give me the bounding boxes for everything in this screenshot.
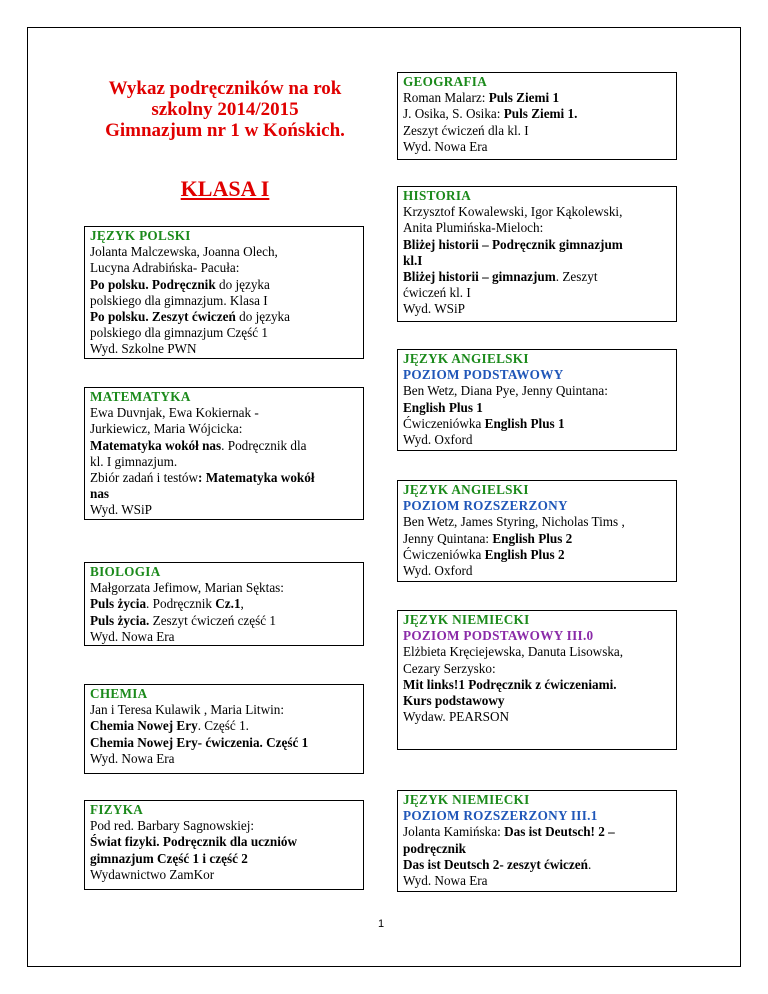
level-heading: POZIOM PODSTAWOWY [403, 367, 564, 383]
text-line: Roman Malarz: Puls Ziemi 1 [403, 90, 560, 106]
text-line: Pod red. Barbary Sagnowskiej: [90, 818, 255, 834]
text-line: Jolanta Kamińska: Das ist Deutsch! 2 – [403, 824, 615, 840]
subject-heading: FIZYKA [90, 802, 144, 817]
title-line: Gimnazjum nr 1 w Końskich. [105, 120, 345, 141]
text-line: Anita Plumińska-Mieloch: [403, 220, 544, 236]
text-line: Wydaw. PEARSON [403, 709, 510, 725]
level-heading: POZIOM PODSTAWOWY III.0 [403, 628, 594, 644]
box-angielski-podstawowy [397, 349, 677, 451]
text-line: Wyd. Nowa Era [403, 873, 488, 889]
text-line: Wyd. Oxford [403, 432, 473, 448]
box-matematyka [84, 387, 364, 520]
text-line: Chemia Nowej Ery. Część 1. [90, 718, 249, 734]
text-line: Krzysztof Kowalewski, Igor Kąkolewski, [403, 204, 623, 220]
text-line: polskiego dla gimnazjum Część 1 [90, 325, 268, 341]
text-line: English Plus 1 [403, 399, 483, 415]
text-line: Ćwiczeniówka English Plus 1 [403, 415, 565, 431]
box-angielski-rozszerzony [397, 480, 677, 582]
text-line: Ćwiczeniówka English Plus 2 [403, 546, 565, 562]
text-line: Jenny Quintana: English Plus 2 [403, 530, 573, 546]
box-niemiecki-podstawowy [397, 610, 677, 750]
text-line: Zbiór zadań i testów: Matematyka wokół [90, 470, 315, 486]
text-line: Puls życia. Podręcznik Cz.1, [90, 596, 244, 612]
box-geografia [397, 72, 677, 160]
subject-heading: BIOLOGIA [90, 564, 161, 579]
text-line: kl. I gimnazjum. [90, 453, 178, 469]
level-heading: POZIOM ROZSZERZONY [403, 498, 568, 514]
box-jezyk-polski [84, 226, 364, 359]
text-line: Po polsku. Podręcznik do języka [90, 276, 270, 292]
text-line: gimnazjum Część 1 i część 2 [90, 850, 248, 866]
text-line: Jan i Teresa Kulawik , Maria Litwin: [90, 702, 285, 718]
text-line: Puls życia. Zeszyt ćwiczeń część 1 [90, 612, 277, 628]
box-historia [397, 186, 677, 322]
subject-heading: JĘZYK POLSKI [90, 228, 191, 243]
text-line: nas [90, 486, 110, 502]
box-chemia [84, 684, 364, 774]
text-line: Ben Wetz, Diana Pye, Jenny Quintana: [403, 383, 608, 399]
text-line: Świat fizyki. Podręcznik dla uczniów [90, 834, 297, 850]
subject-heading: JĘZYK ANGIELSKI [403, 482, 529, 497]
subject-heading: JĘZYK NIEMIECKI [403, 792, 530, 807]
text-line: kl.I [403, 252, 423, 268]
text-line: Wyd. WSiP [90, 502, 152, 518]
text-line: Cezary Serzysko: [403, 660, 496, 676]
subject-heading: HISTORIA [403, 188, 472, 203]
subject-heading: GEOGRAFIA [403, 74, 488, 89]
title-line: Wykaz podręczników na rok [108, 78, 342, 99]
text-line: polskiego dla gimnazjum. Klasa I [90, 292, 268, 308]
text-line: Wydawnictwo ZamKor [90, 866, 215, 882]
text-line: Wyd. WSiP [403, 301, 465, 317]
text-line: Wyd. Nowa Era [90, 750, 175, 766]
title-line: szkolny 2014/2015 [151, 99, 299, 120]
text-line: Po polsku. Zeszyt ćwiczeń do języka [90, 309, 290, 325]
text-line: Kurs podstawowy [403, 693, 505, 709]
subject-heading: JĘZYK NIEMIECKI [403, 612, 530, 627]
subject-heading: CHEMIA [90, 686, 148, 701]
text-line: Das ist Deutsch 2- zeszyt ćwiczeń. [403, 856, 592, 872]
text-line: Lucyna Adrabińska- Pacuła: [90, 260, 240, 276]
text-line: J. Osika, S. Osika: Puls Ziemi 1. [403, 106, 578, 122]
box-biologia [84, 562, 364, 646]
text-line: ćwiczeń kl. I [403, 285, 471, 301]
page-number: 1 [378, 918, 385, 930]
box-fizyka [84, 800, 364, 890]
text-line: Ben Wetz, James Styring, Nicholas Tims , [403, 514, 625, 530]
text-line: Mit links!1 Podręcznik z ćwiczeniami. [403, 676, 617, 692]
text-line: Jolanta Malczewska, Joanna Olech, [90, 244, 278, 260]
text-line: Wyd. Nowa Era [403, 138, 488, 154]
text-line: Wyd. Nowa Era [90, 628, 175, 644]
text-line: Bliżej historii – gimnazjum. Zeszyt [403, 269, 598, 285]
text-line: podręcznik [403, 840, 467, 856]
text-line: Bliżej historii – Podręcznik gimnazjum [403, 236, 623, 252]
text-line: Wyd. Szkolne PWN [90, 341, 197, 357]
text-line: Małgorzata Jefimow, Marian Sęktas: [90, 580, 284, 596]
document-title [80, 78, 370, 141]
subject-heading: JĘZYK ANGIELSKI [403, 351, 529, 366]
level-heading: POZIOM ROZSZERZONY III.1 [403, 808, 598, 824]
text-line: Ewa Duvnjak, Ewa Kokiernak - [90, 405, 259, 421]
text-line: Matematyka wokół nas. Podręcznik dla [90, 437, 307, 453]
box-niemiecki-rozszerzony [397, 790, 677, 892]
text-line: Elżbieta Kręciejewska, Danuta Lisowska, [403, 644, 624, 660]
text-line: Chemia Nowej Ery- ćwiczenia. Część 1 [90, 734, 309, 750]
text-line: Zeszyt ćwiczeń dla kl. I [403, 122, 529, 138]
subject-heading: MATEMATYKA [90, 389, 191, 404]
text-line: Jurkiewicz, Maria Wójcicka: [90, 421, 243, 437]
text-line: Wyd. Oxford [403, 563, 473, 579]
class-heading: KLASA I [180, 176, 270, 201]
